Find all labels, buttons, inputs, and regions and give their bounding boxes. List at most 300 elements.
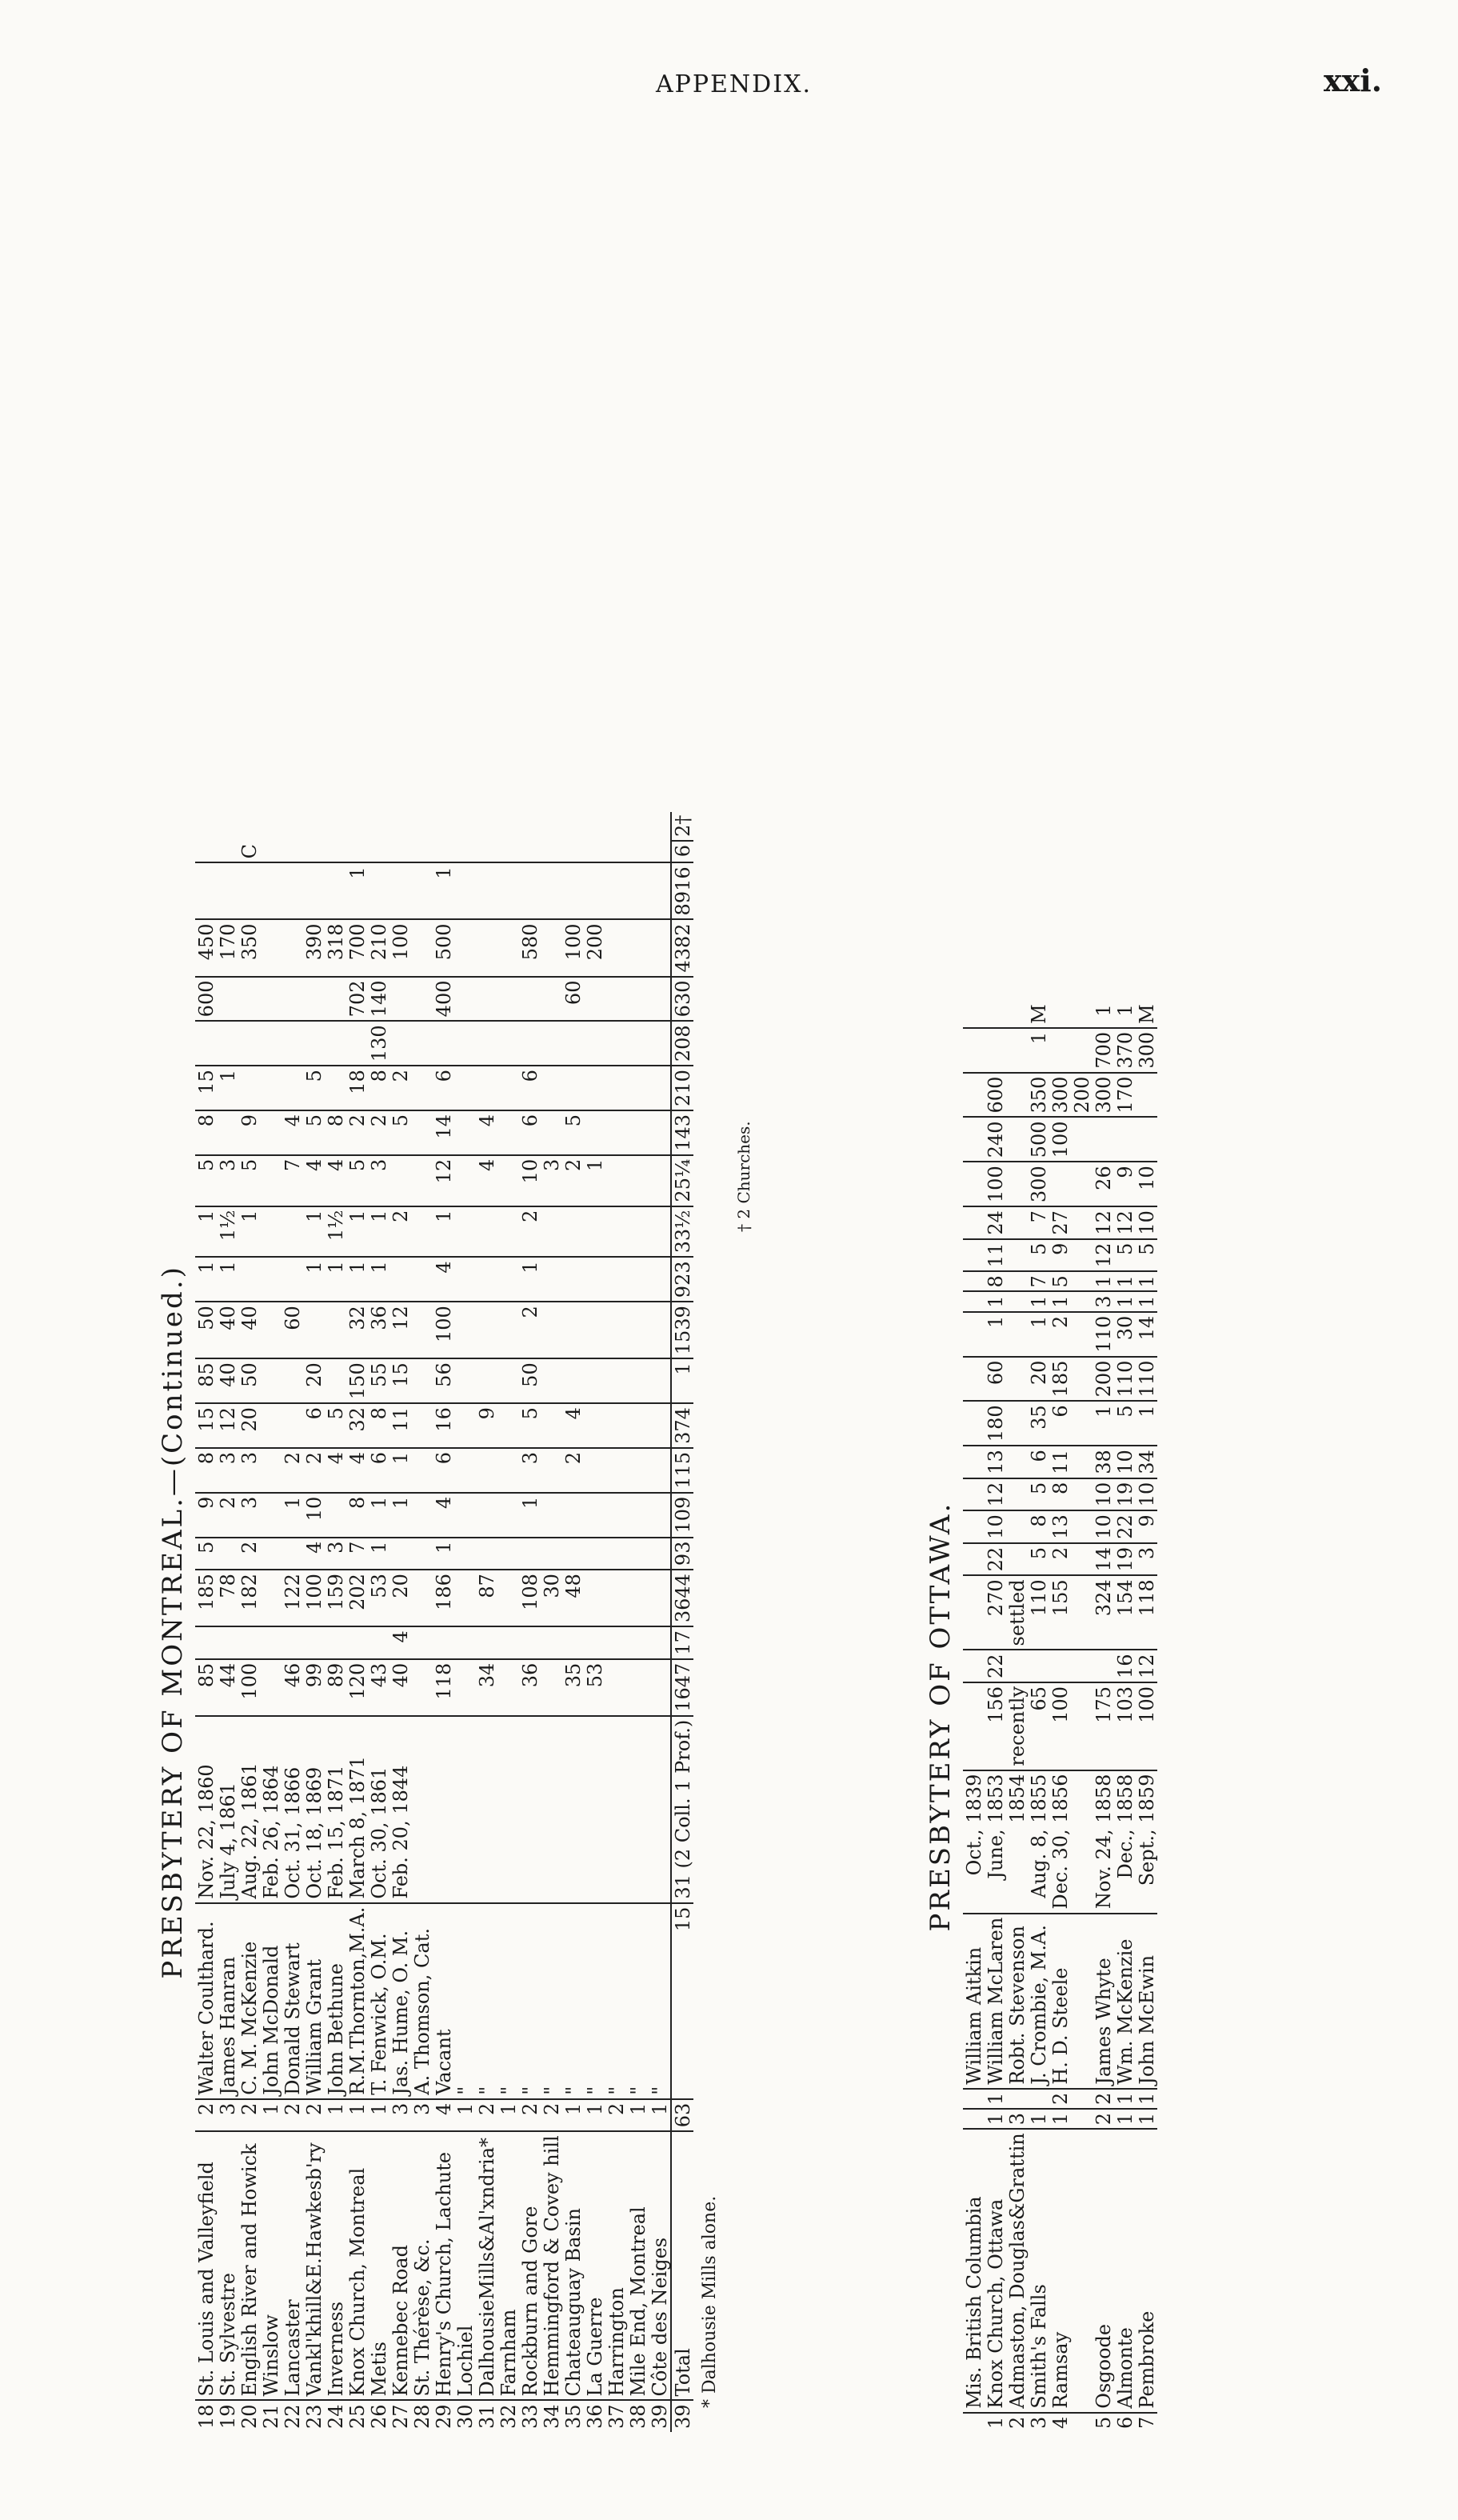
churches-footnote: † 2 Churches. [734,1121,753,1232]
table-cell: 2 [1049,2089,1071,2109]
table-cell [195,841,217,862]
table-cell [985,1001,1006,1028]
table-cell [303,1626,325,1659]
table-cell: 20 [389,1570,411,1626]
table-cell: 50 [238,1358,260,1403]
table-cell: 16 [1114,1650,1136,1682]
table-row [411,812,433,2432]
table-cell [476,1302,497,1358]
table-cell: 9 [1049,1239,1071,1272]
table-cell [1028,2089,1049,2109]
table-cell [627,1155,649,1206]
table-cell: 400 [433,977,454,1022]
table-cell: 2 [605,2099,627,2132]
table-cell: 5 [1028,1543,1049,1576]
table-cell [649,1155,671,1206]
table-cell: 108 [519,1570,541,1626]
table-cell [1071,1117,1093,1162]
table-cell [238,1066,260,1110]
table-cell: 11 [389,1403,411,1448]
table-cell: 159 [325,1570,346,1626]
table-cell [454,1066,476,1110]
table-cell [649,1021,671,1066]
table-cell: 1 [985,2109,1006,2129]
table-cell: 450 [195,919,217,976]
table-cell [584,1302,605,1358]
table-cell [1006,1239,1028,1272]
table-cell [260,1021,282,1066]
table-cell: 29 [432,2404,455,2429]
table-cell [497,1110,519,1155]
table-cell: Knox Church, Ottawa [985,2129,1006,2412]
table-cell [963,1073,985,1118]
table-cell: 2 [368,1110,389,1155]
table-cell: 1 [1114,2109,1136,2129]
table-cell [476,919,497,976]
table-cell: 38 [626,2404,649,2429]
total-cell: 210 [671,1066,693,1110]
table-cell: 1 [1049,1291,1071,1311]
table-cell [454,1403,476,1448]
table-cell: 180 [985,1401,1006,1446]
table-cell: Admaston, Douglas&Grattin [1006,2129,1028,2412]
table-cell [649,1570,671,1626]
table-cell: 40 [238,1302,260,1358]
table-cell: 4 [433,2099,454,2132]
table-cell [411,1493,433,1538]
table-cell [454,1257,476,1302]
table-cell [476,1493,497,1538]
table-cell [963,1575,985,1650]
table-cell [260,1659,282,1716]
table-cell: 14 [1093,1543,1114,1576]
table-cell: 1 [1136,2109,1157,2129]
table-cell [627,1538,649,1570]
table-cell [411,1110,433,1155]
table-cell [346,1021,368,1066]
table-cell: 27 [1049,1206,1071,1239]
table-cell [260,1257,282,1302]
table-cell [649,1257,671,1302]
table-cell [260,1302,282,1358]
table-cell [519,862,541,919]
table-cell: Jas. Hume, O. M. [389,1903,411,2099]
table-cell: 35 [562,1659,584,1716]
table-cell [389,1021,411,1066]
total-cell: 31 (2 Coll. 1 Prof.) [671,1716,693,1903]
table-cell: 1 [1114,1271,1136,1291]
table-cell: 1 [1093,1001,1114,1028]
table-cell [389,841,411,862]
table-cell [541,1448,562,1493]
table-cell [454,1155,476,1206]
table-cell: 10 [303,1493,325,1538]
table-cell: 5 [303,1110,325,1155]
table-cell: 3 [519,1448,541,1493]
table-cell: 53 [368,1570,389,1626]
table-cell [497,841,519,862]
table-cell: 50 [519,1358,541,1403]
table-cell [584,862,605,919]
table-cell: 13 [985,1446,1006,1478]
table-cell [303,841,325,862]
table-cell: 99 [303,1659,325,1716]
table-cell: 3 [217,1448,238,1493]
table-cell: Almonte [1114,2129,1136,2412]
table-cell: 9 [1114,1162,1136,1206]
table-cell: 1 [985,1291,1006,1311]
table-cell: Dec. 30, 1856 [1049,1770,1071,1914]
table-cell [963,1510,985,1543]
table-cell [627,1493,649,1538]
table-cell [649,1403,671,1448]
table-cell: 4 [303,1155,325,1206]
table-cell: 2 [217,1493,238,1538]
table-cell: 1 [346,1257,368,1302]
table-cell: Lancaster [282,2131,303,2400]
table-cell: 12 [217,1403,238,1448]
ottawa-table [963,1001,1157,2432]
table-cell [605,1066,627,1110]
total-cell: 1647 [671,1659,693,1716]
table-cell: 1 [497,2099,519,2132]
table-cell: 1 [1114,1291,1136,1311]
table-cell: 1 [217,1257,238,1302]
table-cell: 10 [519,1155,541,1206]
table-cell [985,1028,1006,1073]
table-cell: 4 [476,1155,497,1206]
table-cell: 5 [1136,1239,1157,1272]
table-cell: 31 [475,2404,498,2429]
table-cell: 103 [1114,1682,1136,1770]
table-cell: William Grant [303,1903,325,2099]
table-cell: 6 [303,1403,325,1448]
table-cell [562,1716,584,1903]
table-cell: 600 [985,1073,1006,1118]
table-cell [1028,1650,1049,1682]
table-cell [303,977,325,1022]
table-cell: A. Thomson, Cat. [411,1903,433,2099]
table-cell [497,862,519,919]
table-cell [584,1570,605,1626]
table-cell: 185 [1049,1357,1071,1402]
table-cell: 300 [1093,1073,1114,1118]
table-cell [541,841,562,862]
table-cell: 3 [389,2099,411,2132]
table-cell [454,1538,476,1570]
table-cell [649,1538,671,1570]
table-cell: 1 [584,2099,605,2132]
table-cell [303,862,325,919]
table-cell: 56 [433,1358,454,1403]
table-cell: 5 [1092,2416,1115,2429]
table-cell [411,1302,433,1358]
table-cell: 22 [1114,1510,1136,1543]
table-cell: 19 [1114,1478,1136,1511]
table-cell [541,1493,562,1538]
table-cell [454,977,476,1022]
table-cell [1071,2089,1093,2109]
table-cell: 130 [368,1021,389,1066]
table-cell [303,1302,325,1358]
table-cell: 22 [985,1650,1006,1682]
table-cell: 186 [433,1570,454,1626]
table-cell [389,1155,411,1206]
table-cell [1006,1291,1028,1311]
table-cell [627,1066,649,1110]
table-cell [605,1021,627,1066]
table-cell: Nov. 22, 1860 [195,1716,217,1903]
total-cell: Total [671,2131,693,2400]
table-cell [282,1538,303,1570]
table-cell [325,841,346,862]
table-cell [1006,2089,1028,2109]
table-cell [627,1659,649,1716]
table-cell [627,977,649,1022]
table-cell [584,977,605,1022]
table-cell: 1 [368,2099,389,2132]
table-cell [282,862,303,919]
table-cell [1071,1291,1093,1311]
total-cell: 208 [671,1021,693,1066]
table-cell: 200 [584,919,605,976]
table-cell [584,1403,605,1448]
total-cell: 109 [671,1493,693,1538]
table-cell: 140 [368,977,389,1022]
table-cell: Nov. 24, 1858 [1093,1770,1114,1914]
table-cell [195,1626,217,1659]
table-cell [605,1302,627,1358]
table-cell: 175 [1093,1682,1114,1770]
table-cell: Dec., 1858 [1114,1770,1136,1914]
table-cell [541,1403,562,1448]
table-cell: 4 [346,1448,368,1493]
table-cell [963,1291,985,1311]
table-cell: R.M.Thornton,M.A. [346,1903,368,2099]
table-cell: 5 [1114,1239,1136,1272]
table-cell [562,1358,584,1403]
running-head: APPENDIX. [656,70,812,98]
table-cell [238,1257,260,1302]
table-cell [497,977,519,1022]
table-cell: J. Crombie, M.A. [1028,1914,1049,2089]
table-cell [454,1206,476,1258]
table-row [584,812,605,2432]
table-cell: 370 [1114,1028,1136,1073]
table-cell [1093,1117,1114,1162]
table-cell: 4 [476,1110,497,1155]
table-cell [562,1206,584,1258]
table-cell: Côte des Neiges [649,2131,671,2400]
table-cell: 8 [368,1403,389,1448]
table-cell: 100 [433,1302,454,1358]
table-cell: 2 [303,1448,325,1493]
table-row [260,812,282,2432]
table-cell: recently [1006,1682,1028,1770]
table-cell [627,862,649,919]
table-cell: 1 [1136,1401,1157,1446]
table-cell [411,841,433,862]
table-cell [1071,1401,1093,1446]
table-cell: 7 [1028,1206,1049,1239]
table-cell: 154 [1114,1575,1136,1650]
table-cell: 12 [985,1478,1006,1511]
table-cell [963,1001,985,1028]
table-cell [389,1538,411,1570]
table-cell: 12 [1114,1206,1136,1239]
table-cell [1049,1001,1071,1028]
table-cell: 700 [346,919,368,976]
table-cell [454,1358,476,1403]
table-cell: 5 [346,1155,368,1206]
table-cell: Oct., 1839 [963,1770,985,1914]
table-cell [260,1538,282,1570]
table-cell: Lochiel [454,2131,476,2400]
table-cell: 5 [195,1538,217,1570]
table-cell: " [454,1903,476,2099]
table-cell: 3 [1136,1543,1157,1576]
table-cell: 1 [1093,1401,1114,1446]
table-cell [562,1257,584,1302]
table-cell [476,862,497,919]
table-cell: 1½ [217,1206,238,1258]
table-cell [963,1028,985,1073]
table-cell: 300 [1049,1073,1071,1118]
table-cell [584,1716,605,1903]
table-cell [454,919,476,976]
table-cell [562,1066,584,1110]
table-cell: 15 [195,1066,217,1110]
table-cell: " [649,1903,671,2099]
table-cell [454,1570,476,1626]
table-cell [649,1358,671,1403]
table-cell: 3 [1006,2109,1028,2129]
table-cell [605,862,627,919]
table-cell: 200 [1093,1357,1114,1402]
table-row [649,812,671,2432]
table-cell: 580 [519,919,541,976]
table-cell [217,841,238,862]
table-cell [497,1302,519,1358]
table-cell: 2 [519,1206,541,1258]
presbytery-montreal-section [152,812,753,2432]
table-cell: Mis. British Columbia [963,2129,985,2412]
table-cell [282,1358,303,1403]
table-cell: Wm. McKenzie [1114,1914,1136,2089]
table-cell: 182 [238,1570,260,1626]
table-cell: 4 [433,1493,454,1538]
total-cell: 93 [671,1538,693,1570]
table-cell [260,1155,282,1206]
table-row [497,812,519,2432]
table-cell [649,919,671,976]
table-cell [963,1543,985,1576]
table-row [1006,1001,1028,2432]
total-cell: 1539 [671,1302,693,1358]
table-cell [260,841,282,862]
table-cell [1071,1028,1093,1073]
table-cell [1006,1650,1028,1682]
table-cell [454,1716,476,1903]
table-cell: 1 [389,1493,411,1538]
table-cell [497,1493,519,1538]
table-cell: 87 [476,1570,497,1626]
table-cell: " [519,1903,541,2099]
table-row [562,812,584,2432]
table-cell: Sept., 1859 [1136,1770,1157,1914]
table-cell: Kennebec Road [389,2131,411,2400]
table-cell: 1 [325,1257,346,1302]
table-cell [260,1110,282,1155]
table-cell: 155 [1049,1575,1071,1650]
total-cell: 8916 [671,862,693,919]
table-cell [260,1403,282,1448]
table-cell [541,977,562,1022]
table-cell: 18 [194,2404,218,2429]
table-cell [541,1659,562,1716]
table-cell: 110 [1028,1575,1049,1650]
total-cell: 63 [671,2099,693,2132]
table-cell: 1 [1093,1271,1114,1291]
table-cell: 14 [1136,1312,1157,1357]
table-cell: 15 [389,1358,411,1403]
table-cell: 100 [1049,1117,1071,1162]
table-cell [562,862,584,919]
table-cell: 18 [346,1066,368,1110]
table-cell [238,1021,260,1066]
table-cell: 37 [605,2404,628,2429]
table-cell: 11 [985,1239,1006,1272]
table-cell [217,1538,238,1570]
table-cell [411,1155,433,1206]
table-cell [605,1538,627,1570]
table-cell [627,1021,649,1066]
table-cell: 43 [368,1659,389,1716]
table-cell [627,1716,649,1903]
table-cell: 3 [217,1155,238,1206]
table-cell: 185 [195,1570,217,1626]
table-cell [454,841,476,862]
total-cell: 630 [671,977,693,1022]
table-cell [1071,1239,1093,1272]
table-cell [605,1155,627,1206]
table-cell [649,977,671,1022]
table-cell [476,1538,497,1570]
table-cell [303,1021,325,1066]
table-cell: 5 [1114,1401,1136,1446]
table-cell: DalhousieMills&Al'xndria* [476,2131,497,2400]
table-cell: 1 [1049,2109,1071,2129]
table-cell: 100 [238,1659,260,1716]
table-cell [389,862,411,919]
table-cell [584,1358,605,1403]
table-cell: 20 [238,2404,261,2429]
table-cell [1071,2109,1093,2129]
table-cell [963,1239,985,1272]
table-row [368,812,389,2432]
table-cell [497,1538,519,1570]
table-row [303,812,325,2432]
table-cell [497,1716,519,1903]
table-cell [541,862,562,919]
table-cell [476,1066,497,1110]
table-cell [605,919,627,976]
table-cell: " [627,1903,649,2099]
table-cell [411,862,433,919]
table-cell: Feb. 15, 1871 [325,1716,346,1903]
table-cell [605,977,627,1022]
table-cell [562,1021,584,1066]
